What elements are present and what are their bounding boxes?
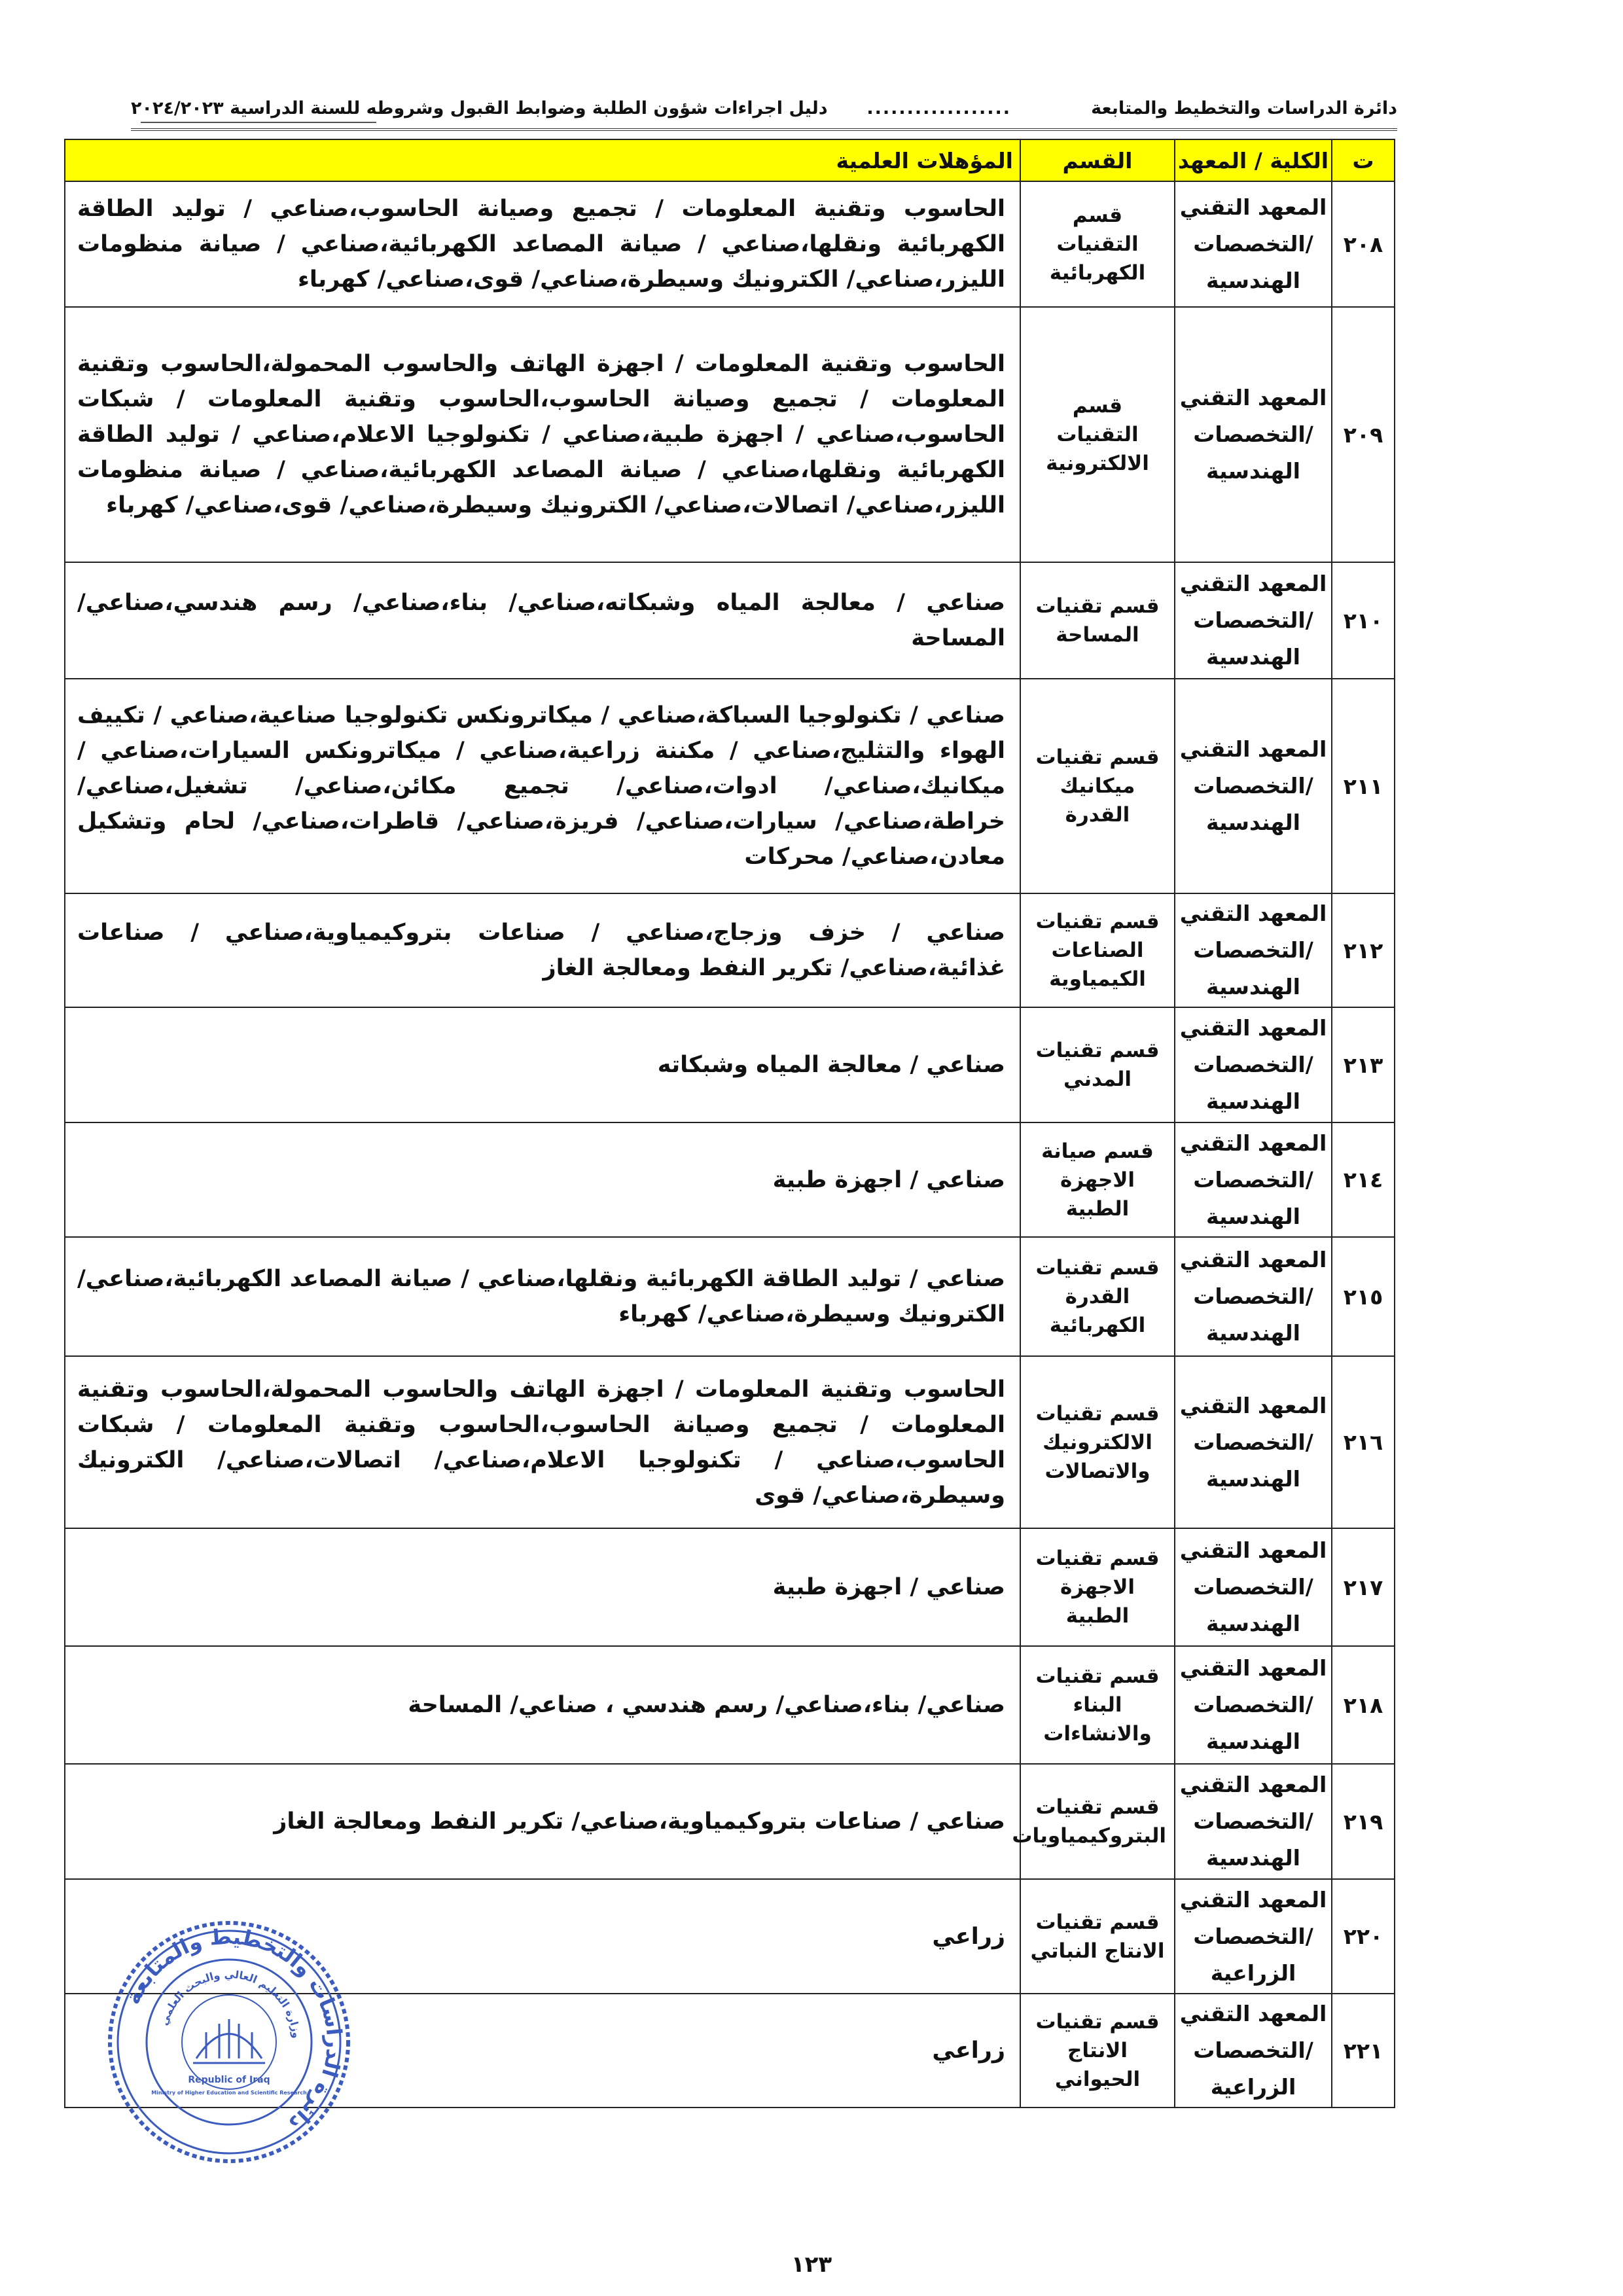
row-college: المعهد التقني /التخصصات الهندسية <box>1175 1007 1332 1122</box>
row-qualifications: الحاسوب وتقنية المعلومات / اجهزة الهاتف والحاسوب المحمولة،الحاسوب وتقنية المعلومات / تجميع وصيانة الحاسوب،الحاسوب وتقنية المعلومات / شبكات الحاسوب،صناعي / تكنولوجيا الاعلام،صناعي/ اتصالات،صناعي/ الكترونيك وسيطرة،صناعي/ قوى <box>65 1356 1020 1528</box>
row-number: ٢١٥ <box>1332 1237 1395 1356</box>
row-department: قسم تقنيات القدرة الكهربائية <box>1020 1237 1175 1356</box>
row-college: المعهد التقني /التخصصات الهندسية <box>1175 1237 1332 1356</box>
header-guide-title: دليل اجراءات شؤون الطلبة وضوابط القبول وشروطه للسنة الدراسية ٢٠٢٤/٢٠٢٣ <box>131 98 828 118</box>
stamp-inner-text: وزارة التعليم العالي والبحث العلمي <box>157 1967 303 2039</box>
row-qualifications: صناعي / معالجة المياه وشبكاته،صناعي/ بناء،صناعي/ رسم هندسي،صناعي/ المساحة <box>65 562 1020 679</box>
header-underline <box>141 122 376 123</box>
header-college: الكلية / المعهد <box>1175 139 1332 181</box>
stamp-english-line1: Republic of Iraq <box>188 2075 270 2085</box>
row-college: المعهد التقني /التخصصات الهندسية <box>1175 1122 1332 1237</box>
row-college: المعهد التقني /التخصصات الهندسية <box>1175 679 1332 893</box>
row-qualifications: صناعي / تكنولوجيا السباكة،صناعي / ميكاترونكس تكنولوجيا صناعية،صناعي / تكييف الهواء والتثليج،صناعي / مكننة زراعية،صناعي / ميكاترونكس السيارات،صناعي / ميكانيك،صناعي/ ادوات،صناعي/ تجميع مكائن،صناعي/ تشغيل،صناعي/ خراطة،صناعي/ سيارات،صناعي/ فريزة،صناعي/ قاطرات،صناعي/ لحام وتشكيل معادن،صناعي/ محركات <box>65 679 1020 893</box>
header-department: القسم <box>1020 139 1175 181</box>
row-qualifications: زراعي <box>65 1879 1020 1994</box>
header-department: دائرة الدراسات والتخطيط والمتابعة <box>1091 98 1397 118</box>
row-college: المعهد التقني /التخصصات الهندسية <box>1175 1646 1332 1764</box>
row-qualifications: صناعي / صناعات بتروكيمياوية،صناعي/ تكرير النفط ومعالجة الغاز <box>65 1764 1020 1879</box>
header-qualifications: المؤهلات العلمية <box>65 139 1020 181</box>
admission-table <box>64 139 1395 2108</box>
row-qualifications: صناعي / خزف وزجاج،صناعي / صناعات بتروكيمياوية،صناعي / صناعات غذائية،صناعي/ تكرير النفط ومعالجة الغاز <box>65 893 1020 1007</box>
row-number: ٢١٨ <box>1332 1646 1395 1764</box>
table-row <box>65 893 1395 1007</box>
table-header-row <box>65 139 1395 181</box>
row-number: ٢٢٠ <box>1332 1879 1395 1994</box>
stamp-english-line2: Ministry of Higher Education and Scientific Research <box>151 2090 307 2096</box>
stamp-emblem-icon <box>193 2019 265 2063</box>
header-divider <box>131 128 1397 131</box>
table-row <box>65 679 1395 893</box>
stamp-outer-text: دائرة الدراسات والتخطيط والمتابعة <box>120 1924 348 2136</box>
row-college: المعهد التقني /التخصصات الزراعية <box>1175 1879 1332 1994</box>
row-qualifications: صناعي / معالجة المياه وشبكاته <box>65 1007 1020 1122</box>
table-row <box>65 307 1395 562</box>
row-number: ٢١٦ <box>1332 1356 1395 1528</box>
row-department: قسم تقنيات الالكترونيك والاتصالات <box>1020 1356 1175 1528</box>
table-row <box>65 1237 1395 1356</box>
row-department: قسم تقنيات الاجهزة الطبية <box>1020 1528 1175 1646</box>
row-qualifications: صناعي / اجهزة طبية <box>65 1122 1020 1237</box>
row-college: المعهد التقني /التخصصات الهندسية <box>1175 181 1332 307</box>
row-number: ٢١١ <box>1332 679 1395 893</box>
row-college: المعهد التقني /التخصصات الهندسية <box>1175 1528 1332 1646</box>
table-row <box>65 1764 1395 1879</box>
row-college: المعهد التقني /التخصصات الهندسية <box>1175 307 1332 562</box>
row-college: المعهد التقني /التخصصات الهندسية <box>1175 1356 1332 1528</box>
row-department: قسم تقنيات المدني <box>1020 1007 1175 1122</box>
table-row <box>65 1007 1395 1122</box>
official-stamp <box>98 1911 360 2173</box>
row-department: قسم صيانة الاجهزة الطبية <box>1020 1122 1175 1237</box>
table-row <box>65 562 1395 679</box>
row-number: ٢٠٩ <box>1332 307 1395 562</box>
row-department: قسم تقنيات البناء والانشاءات <box>1020 1646 1175 1764</box>
row-qualifications: صناعي / توليد الطاقة الكهربائية ونقلها،صناعي / صيانة المصاعد الكهربائية،صناعي/ الكترونيك وسيطرة،صناعي/ كهرباء <box>65 1237 1020 1356</box>
row-department: قسم التقنيات الالكترونية <box>1020 307 1175 562</box>
table-row <box>65 181 1395 307</box>
row-qualifications: الحاسوب وتقنية المعلومات / تجميع وصيانة الحاسوب،صناعي / توليد الطاقة الكهربائية ونقلها،صناعي / صيانة المصاعد الكهربائية،صناعي / صيانة منظومات الليزر،صناعي/ الكترونيك وسيطرة،صناعي/ قوى،صناعي/ كهرباء <box>65 181 1020 307</box>
row-department: قسم تقنيات المساحة <box>1020 562 1175 679</box>
row-number: ٢٢١ <box>1332 1994 1395 2108</box>
row-department: قسم تقنيات ميكانيك القدرة <box>1020 679 1175 893</box>
row-number: ٢١٩ <box>1332 1764 1395 1879</box>
row-college: المعهد التقني /التخصصات الهندسية <box>1175 893 1332 1007</box>
header-number: ت <box>1332 139 1395 181</box>
table-row <box>65 1356 1395 1528</box>
table-row <box>65 1122 1395 1237</box>
table-row <box>65 1528 1395 1646</box>
row-qualifications: صناعي/ بناء،صناعي/ رسم هندسي ، صناعي/ المساحة <box>65 1646 1020 1764</box>
page-number: ١٢٣ <box>791 2251 832 2278</box>
row-number: ٢١٧ <box>1332 1528 1395 1646</box>
row-college: المعهد التقني /التخصصات الهندسية <box>1175 562 1332 679</box>
row-department: قسم تقنيات الصناعات الكيمياوية <box>1020 893 1175 1007</box>
table-row <box>65 1646 1395 1764</box>
row-number: ٢١٣ <box>1332 1007 1395 1122</box>
row-department: قسم التقنيات الكهربائية <box>1020 181 1175 307</box>
row-department: قسم تقنيات البتروكيمياويات <box>1020 1764 1175 1879</box>
row-number: ٢١٤ <box>1332 1122 1395 1237</box>
row-qualifications: الحاسوب وتقنية المعلومات / اجهزة الهاتف والحاسوب المحمولة،الحاسوب وتقنية المعلومات / تجميع وصيانة الحاسوب،الحاسوب وتقنية المعلومات / شبكات الحاسوب،صناعي / اجهزة طبية،صناعي / تكنولوجيا الاعلام،صناعي / توليد الطاقة الكهربائية ونقلها،صناعي / صيانة المصاعد الكهربائية،صناعي / صيانة منظومات الليزر،صناعي/ اتصالات،صناعي/ الكترونيك وسيطرة،صناعي/ قوى،صناعي/ كهرباء <box>65 307 1020 562</box>
row-number: ٢١٢ <box>1332 893 1395 1007</box>
stamp-seal-icon <box>98 1911 360 2173</box>
row-college: المعهد التقني /التخصصات الهندسية <box>1175 1764 1332 1879</box>
row-qualifications: صناعي / اجهزة طبية <box>65 1528 1020 1646</box>
row-department: قسم تقنيات الانتاج النباتي <box>1020 1879 1175 1994</box>
row-college: المعهد التقني /التخصصات الزراعية <box>1175 1994 1332 2108</box>
row-number: ٢٠٨ <box>1332 181 1395 307</box>
header-dots: .................. <box>866 98 1011 118</box>
row-number: ٢١٠ <box>1332 562 1395 679</box>
row-qualifications: زراعي <box>65 1994 1020 2108</box>
row-department: قسم تقنيات الانتاج الحيواني <box>1020 1994 1175 2108</box>
